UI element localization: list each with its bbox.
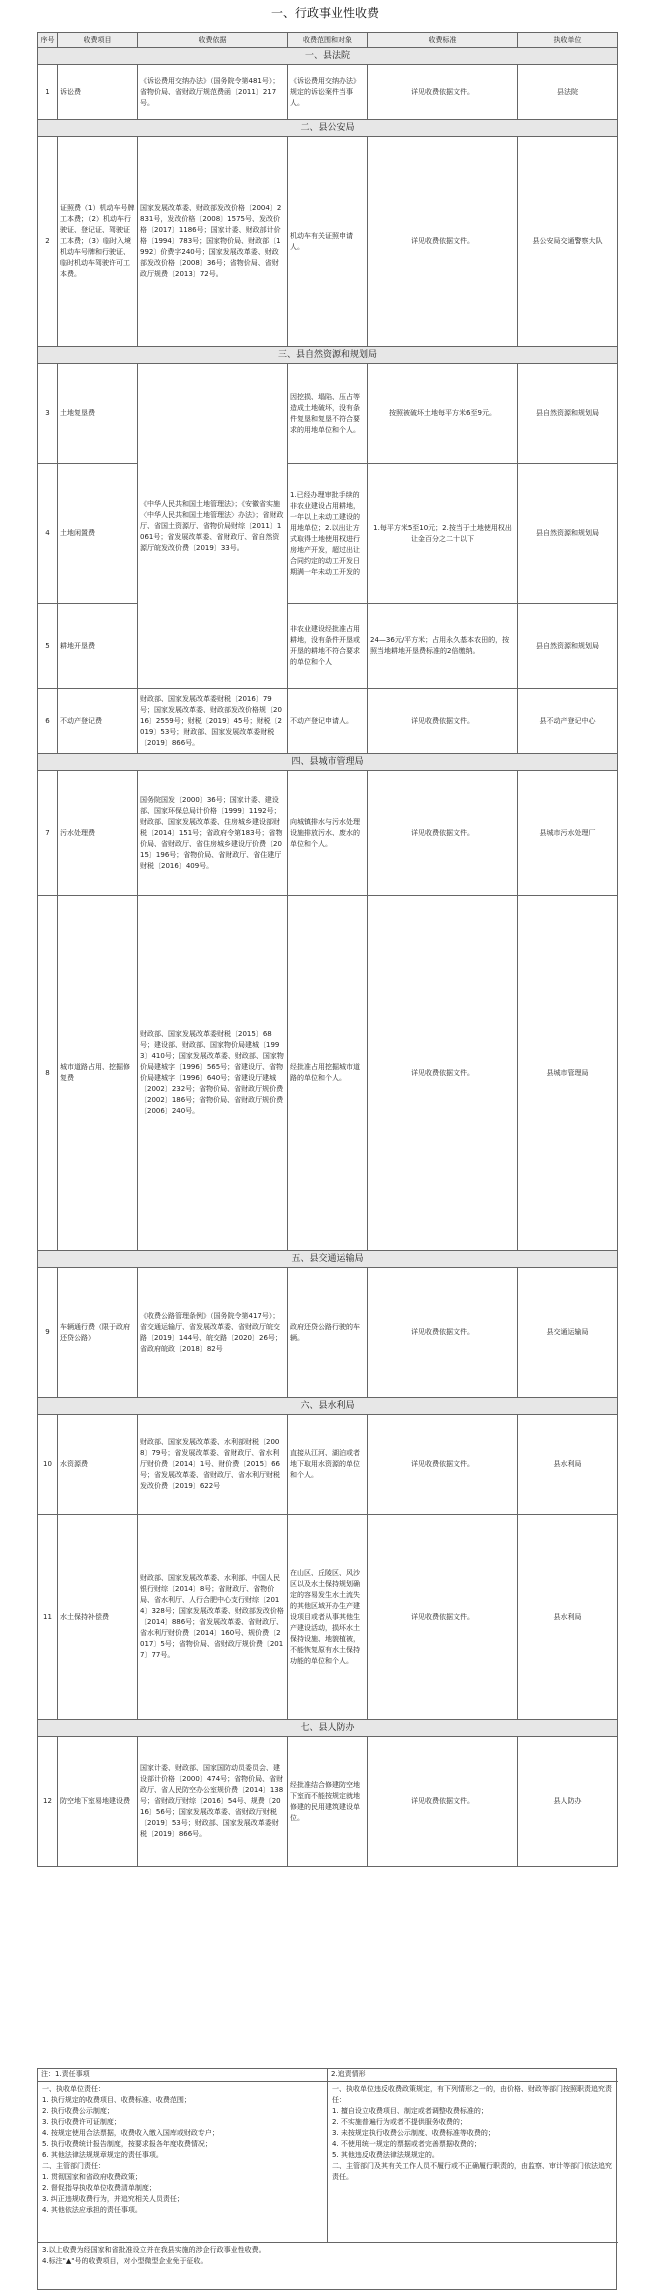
cell-basis: 国家发展改革委、财政部发改价格〔2004〕2831号，发改价格〔2008〕1575号、发改价格〔2017〕1186号；国家计委、财政部计价格〔1994〕783号；国家物价局、财政部〔1992〕价费字240号；国家发展改革委、财政部发改价格〔2008〕36号；省物价局、省财政厅规费〔2013〕72号。: [138, 137, 288, 347]
section-header: [38, 1398, 618, 1415]
footer-line: 3.以上收费为经国家和省批准设立并在我县实施的涉企行政事业性收费。: [42, 2246, 266, 2254]
cell-unit: 县交通运输局: [518, 1268, 618, 1398]
note-line: 3. 未按规定执行收费公示制度、收费标准等收费的；: [332, 2129, 495, 2137]
cell-unit: 县自然资源和规划局: [518, 604, 618, 689]
footer-line: 4.标注"▲"号的收费项目，对小型微型企业免于征收。: [42, 2257, 208, 2265]
section-title: 七、县人防办: [38, 1720, 618, 1737]
notes-right-header: 2.追责情形: [328, 2069, 618, 2082]
cell-item: 耕地开垦费: [58, 604, 138, 689]
note-line: 4. 按规定使用合法票据，收费收入缴入国库或财政专户；: [42, 2129, 219, 2137]
table-row: [38, 689, 618, 754]
table-row: [38, 896, 618, 1251]
cell-no: 5: [38, 604, 58, 689]
cell-standard: 详见收费依据文件。: [368, 1268, 518, 1398]
cell-scope: 机动车有关证照申请人。: [288, 137, 368, 347]
table-row: [38, 1415, 618, 1515]
cell-item: 水土保持补偿费: [58, 1515, 138, 1720]
notes-footer: [38, 2242, 618, 2290]
section-title: 五、县交通运输局: [38, 1251, 618, 1268]
cell-unit: 县水利局: [518, 1515, 618, 1720]
header-scope: 收费范围和对象: [288, 33, 368, 48]
cell-unit: 县公安局交通警察大队: [518, 137, 618, 347]
cell-item: 城市道路占用、挖掘修复费: [58, 896, 138, 1251]
cell-no: 1: [38, 65, 58, 120]
note-line: 6. 其他法律法规规章规定的责任事项。: [42, 2151, 163, 2159]
section-header: [38, 120, 618, 137]
cell-standard: 详见收费依据文件。: [368, 689, 518, 754]
cell-basis: 财政部、国家发展改革委、水利部、中国人民银行财综〔2014〕8号；省财政厅、省物价局、省水利厅、人行合肥中心支行财综〔2014〕328号；国家发展改革委、财政部发改价格〔2014〕886号；省发展改革委、省财政厅、省水利厅财价费〔2014〕160号、规价费〔2017〕5号；省物价局、省财政厅规价费〔2017〕77号。: [138, 1515, 288, 1720]
cell-standard: 详见收费依据文件。: [368, 896, 518, 1251]
cell-unit: 县自然资源和规划局: [518, 364, 618, 464]
cell-no: 9: [38, 1268, 58, 1398]
cell-unit: 县自然资源和规划局: [518, 464, 618, 604]
section-header: [38, 1720, 618, 1737]
cell-scope: 1.已经办理审批手续的非农业建设占用耕地，一年以上未动工建设的用地单位；2.以出让方式取得土地使用权进行房地产开发，超过出让合同约定的动工开发日期满一年未动工开发的: [288, 464, 368, 604]
table-header: [38, 33, 618, 48]
cell-basis-shared: 《中华人民共和国土地管理法》；《安徽省实施〈中华人民共和国土地管理法〉办法》；省财政厅、省国土资源厅、省物价局财综〔2011〕1061号；省发展改革委、省财政厅、省自然资源厅皖发改价费〔2019〕33号。: [138, 364, 288, 689]
cell-unit: 县法院: [518, 65, 618, 120]
cell-scope: 经批准占用挖掘城市道路的单位和个人。: [288, 896, 368, 1251]
note-line: 1. 贯彻国家和省政府收费政策；: [42, 2173, 142, 2181]
note-line: 1. 执行规定的收费项目、收费标准、收费范围；: [42, 2096, 191, 2104]
notes-accountability-list: [328, 2082, 618, 2242]
cell-scope: 向城镇排水与污水处理设施排放污水、废水的单位和个人。: [288, 771, 368, 896]
section-header: [38, 347, 618, 364]
section-header: [38, 48, 618, 65]
note-line: 二、主管部门及其有关工作人员不履行或不正确履行职责的，由监察、审计等部门依法追究责任。: [332, 2162, 612, 2181]
note-line: 2. 督促指导执收单位收费清单制度；: [42, 2184, 156, 2192]
section-title: 二、县公安局: [38, 120, 618, 137]
notes-section: [37, 2068, 617, 2290]
cell-basis: 财政部、国家发展改革委、水利部财税〔2008〕79号；省发展改革委、省财政厅、省水利厅财价费〔2014〕1号、财价费〔2015〕66号；省发展改革委、省财政厅、省水利厅财税发改价费〔2019〕622号: [138, 1415, 288, 1515]
table-row: [38, 137, 618, 347]
cell-standard: 按照被破坏土地每平方米6至9元。: [368, 364, 518, 464]
section-header: [38, 1251, 618, 1268]
section-header: [38, 754, 618, 771]
section-title: 四、县城市管理局: [38, 754, 618, 771]
note-line: 3. 执行收费许可证制度；: [42, 2118, 121, 2126]
note-line: 4. 其他依法应承担的责任事项。: [42, 2206, 142, 2214]
cell-scope: 直接从江河、湖泊或者地下取用水资源的单位和个人。: [288, 1415, 368, 1515]
cell-no: 10: [38, 1415, 58, 1515]
section-title: 三、县自然资源和规划局: [38, 347, 618, 364]
note-line: 5. 执行收费统计报告制度，按要求报各年度收费情况；: [42, 2140, 212, 2148]
page-title: 一、行政事业性收费: [270, 6, 379, 20]
header-item: 收费项目: [58, 33, 138, 48]
cell-no: 8: [38, 896, 58, 1251]
table-row: [38, 771, 618, 896]
cell-basis: 财政部、国家发展改革委财税〔2016〕79号；国家发展改革委、财政部发改价格规〔2016〕2559号；财税〔2019〕45号；财税〔2019〕53号；财政部、国家发展改革委财税〔2019〕866号。: [138, 689, 288, 754]
cell-scope: 经批准结合修建防空地下室而不能按规定就地修建的民用建筑建设单位。: [288, 1737, 368, 1867]
notes-responsibility-list: [38, 2082, 328, 2242]
cell-item: 土地闲置费: [58, 464, 138, 604]
cell-item: 土地复垦费: [58, 364, 138, 464]
cell-basis: 《诉讼费用交纳办法》（国务院令第481号）；省物价局、省财政厅规范费函〔2011〕217号。: [138, 65, 288, 120]
cell-basis: 国家计委、财政部、国家国防动员委员会、建设部计价格〔2000〕474号；省物价局、省财政厅、省人民防空办公室规价费〔2014〕138号；省财政厅财综〔2016〕54号、规费〔2016〕56号；国家发展改革委、省财政厅财税〔2019〕53号；财政部、国家发展改革委财税〔2019〕866号。: [138, 1737, 288, 1867]
fee-table: [37, 32, 618, 1867]
cell-no: 7: [38, 771, 58, 896]
cell-scope: 因挖损、塌陷、压占等造成土地破坏，没有条件复垦和复垦不符合要求的用地单位和个人。: [288, 364, 368, 464]
cell-no: 2: [38, 137, 58, 347]
note-line: 一、执收单位违反收费政策规定，有下列情形之一的，由价格、财政等部门按照职责追究责任：: [332, 2085, 612, 2104]
cell-unit: 县城市污水处理厂: [518, 771, 618, 896]
table-row: [38, 65, 618, 120]
header-unit: 执收单位: [518, 33, 618, 48]
cell-item: 诉讼费: [58, 65, 138, 120]
cell-scope: 《诉讼费用交纳办法》规定的诉讼案件当事人。: [288, 65, 368, 120]
table-row: [38, 364, 618, 464]
cell-standard: 详见收费依据文件。: [368, 771, 518, 896]
cell-item: 车辆通行费（限于政府还贷公路）: [58, 1268, 138, 1398]
table-row: [38, 1268, 618, 1398]
cell-no: 3: [38, 364, 58, 464]
table-row: [38, 1737, 618, 1867]
note-line: 2. 执行收费公示制度；: [42, 2107, 114, 2115]
note-line: 4. 不使用统一规定的票据或者完善票据收费的；: [332, 2140, 481, 2148]
header-no: 序号: [38, 33, 58, 48]
cell-basis: 财政部、国家发展改革委财税〔2015〕68号；建设部、财政部、国家物价局建城〔1993〕410号；国家发展改革委、财政部、国家物价局建城字〔1996〕565号；省建设厅、省物价局建城字〔1996〕640号；省建设厅建城〔2002〕232号；省物价局、省财政厅规价费〔2002〕186号；省物价局、省财政厅规价费〔2006〕240号。: [138, 896, 288, 1251]
table-row: [38, 1515, 618, 1720]
cell-item: 证照费（1）机动车号牌工本费；（2）机动车行驶证、登记证、驾驶证工本费；（3）临时入境机动车号牌和行驶证、临时机动车驾驶许可工本费。: [58, 137, 138, 347]
cell-no: 6: [38, 689, 58, 754]
note-line: 5. 其他违反收费法律法规规定的。: [332, 2151, 439, 2159]
cell-unit: 县人防办: [518, 1737, 618, 1867]
note-line: 1. 擅自设立收费项目、制定或者调整收费标准的；: [332, 2107, 488, 2115]
cell-unit: 县水利局: [518, 1415, 618, 1515]
cell-standard: 1.每平方米5至10元；2.按当于土地使用权出让金百分之二十以下: [368, 464, 518, 604]
note-line: 2. 不实施普遍行为或者不提供服务收费的；: [332, 2118, 467, 2126]
cell-no: 11: [38, 1515, 58, 1720]
cell-item: 污水处理费: [58, 771, 138, 896]
cell-scope: 非农业建设经批准占用耕地，没有条件开垦或开垦的耕地不符合要求的单位和个人: [288, 604, 368, 689]
cell-standard: 详见收费依据文件。: [368, 137, 518, 347]
cell-scope: 政府还贷公路行驶的车辆。: [288, 1268, 368, 1398]
cell-standard: 详见收费依据文件。: [368, 1737, 518, 1867]
cell-basis: 国务院国发〔2000〕36号；国家计委、建设部、国家环保总局计价格〔1999〕1192号；财政部、国家发展改革委、住房城乡建设部财税〔2014〕151号；省政府令第183号；省物价局、省财政厅、省住房城乡建设厅价费〔2015〕196号；省物价局、省财政厅、省住建厅财税〔2016〕409号。: [138, 771, 288, 896]
cell-unit: 县城市管理局: [518, 896, 618, 1251]
section-title: 一、县法院: [38, 48, 618, 65]
cell-standard: 详见收费依据文件。: [368, 1515, 518, 1720]
cell-standard: 24—36元/平方米；占用永久基本农田的，按照当地耕地开垦费标准的2倍缴纳。: [368, 604, 518, 689]
cell-unit: 县不动产登记中心: [518, 689, 618, 754]
cell-standard: 详见收费依据文件。: [368, 1415, 518, 1515]
cell-scope: 在山区、丘陵区、风沙区以及水土保持规划确定的容易发生水土流失的其他区域开办生产建设项目或者从事其他生产建设活动，损坏水土保持设施、地貌植被，不能恢复原有水土保持功能的单位和个人。: [288, 1515, 368, 1720]
cell-item: 防空地下室易地建设费: [58, 1737, 138, 1867]
cell-scope: 不动产登记申请人。: [288, 689, 368, 754]
table-row: [38, 464, 618, 604]
note-line: 二、主管部门责任：: [42, 2162, 105, 2170]
notes-left-header: 注：1.责任事项: [38, 2069, 328, 2082]
cell-no: 4: [38, 464, 58, 604]
cell-standard: 详见收费依据文件。: [368, 65, 518, 120]
cell-basis: 《收费公路管理条例》（国务院令第417号）；省交通运输厅、省发展改革委、省财政厅皖交路〔2019〕144号、皖交路〔2020〕26号；省政府皖政〔2018〕82号: [138, 1268, 288, 1398]
note-line: 一、执收单位责任：: [42, 2085, 105, 2093]
note-line: 3. 纠正违规收费行为，并追究相关人员责任；: [42, 2195, 184, 2203]
cell-item: 水资源费: [58, 1415, 138, 1515]
cell-no: 12: [38, 1737, 58, 1867]
header-basis: 收费依据: [138, 33, 288, 48]
cell-item: 不动产登记费: [58, 689, 138, 754]
header-standard: 收费标准: [368, 33, 518, 48]
section-title: 六、县水利局: [38, 1398, 618, 1415]
table-row: [38, 604, 618, 689]
